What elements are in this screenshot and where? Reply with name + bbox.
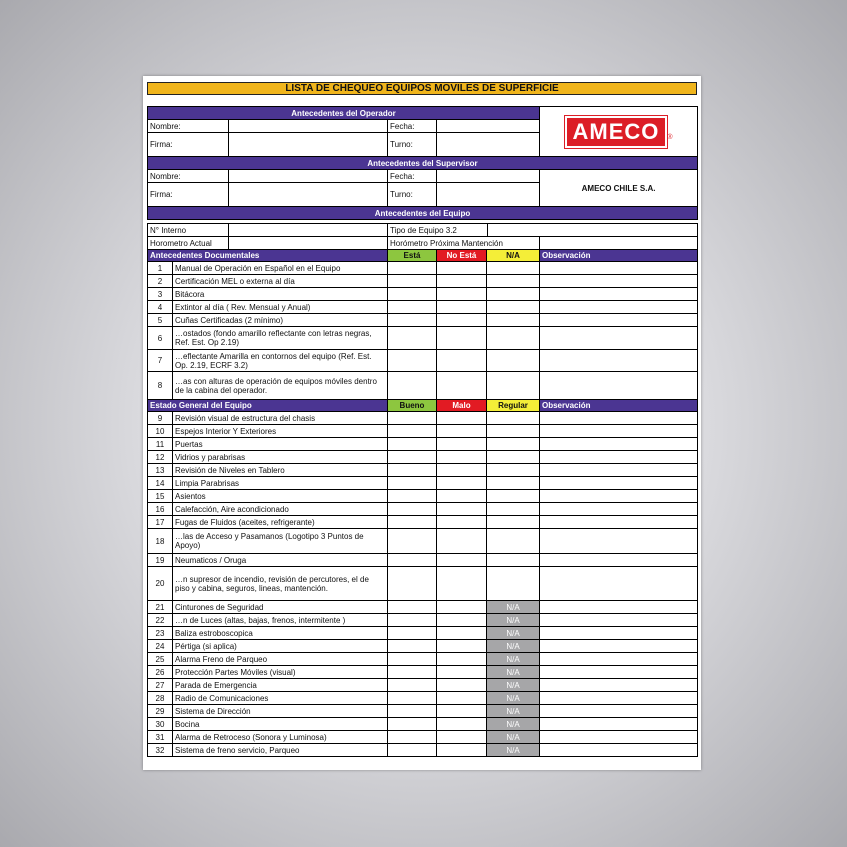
col-regular: Regular — [487, 400, 540, 412]
item-number: 15 — [148, 490, 173, 503]
observation-cell[interactable] — [540, 350, 698, 372]
item-number: 11 — [148, 438, 173, 451]
observation-cell[interactable] — [540, 640, 698, 653]
item-number: 1 — [148, 262, 173, 275]
item-text: Protección Partes Móviles (visual) — [173, 666, 388, 679]
check-cell-2[interactable] — [437, 350, 487, 372]
item-text: Vidrios y parabrisas — [173, 451, 388, 464]
item-number: 9 — [148, 412, 173, 425]
checklist-row — [148, 567, 698, 601]
checklist-row — [148, 490, 698, 503]
na-cell[interactable]: N/A — [487, 731, 540, 744]
na-cell[interactable]: N/A — [487, 614, 540, 627]
checklist-row — [148, 731, 698, 744]
checklist-row — [148, 666, 698, 679]
equipo-horometro-prox-field[interactable] — [540, 237, 698, 250]
check-cell-3[interactable] — [487, 567, 540, 601]
item-text: Alarma de Retroceso (Sonora y Luminosa) — [173, 731, 388, 744]
equipo-header: Antecedentes del Equipo — [148, 207, 698, 220]
supervisor-fecha-label: Fecha: — [388, 170, 437, 183]
check-cell-2[interactable] — [437, 288, 487, 301]
check-cell-1[interactable] — [388, 567, 437, 601]
check-cell-3[interactable] — [487, 350, 540, 372]
col-esta: Está — [388, 250, 437, 262]
check-cell-2[interactable] — [437, 451, 487, 464]
checklist-row — [148, 516, 698, 529]
observation-cell[interactable] — [540, 314, 698, 327]
registered-mark: ® — [667, 133, 673, 141]
check-cell-1[interactable] — [388, 490, 437, 503]
check-cell-3[interactable] — [487, 372, 540, 400]
item-text: Alarma Freno de Parqueo — [173, 653, 388, 666]
item-number: 5 — [148, 314, 173, 327]
item-text: …eflectante Amarilla en contornos del equipo (Ref. Est. Op. 2.19, ECRF 3.2) — [173, 350, 388, 372]
check-cell-2[interactable] — [437, 554, 487, 567]
item-text: Limpia Parabrisas — [173, 477, 388, 490]
check-cell-2[interactable] — [437, 529, 487, 554]
supervisor-header: Antecedentes del Supervisor — [148, 157, 698, 170]
observation-cell[interactable] — [540, 275, 698, 288]
observation-cell[interactable] — [540, 679, 698, 692]
check-cell-1[interactable] — [388, 718, 437, 731]
check-cell-3[interactable] — [487, 275, 540, 288]
check-cell-1[interactable] — [388, 327, 437, 350]
checklist-row — [148, 262, 698, 275]
item-text: Bocina — [173, 718, 388, 731]
checklist-row — [148, 640, 698, 653]
checklist-row — [148, 438, 698, 451]
item-number: 30 — [148, 718, 173, 731]
checklist-row — [148, 477, 698, 490]
page-title: LISTA DE CHEQUEO EQUIPOS MOVILES DE SUPERFICIE — [147, 82, 697, 95]
check-cell-3[interactable] — [487, 477, 540, 490]
checklist-row — [148, 653, 698, 666]
equipo-interno-label: N° Interno — [148, 224, 229, 237]
item-number: 29 — [148, 705, 173, 718]
operador-fecha-field[interactable] — [437, 120, 540, 133]
check-cell-1[interactable] — [388, 731, 437, 744]
check-cell-1[interactable] — [388, 503, 437, 516]
check-cell-2[interactable] — [437, 653, 487, 666]
check-cell-2[interactable] — [437, 464, 487, 477]
item-number: 13 — [148, 464, 173, 477]
check-cell-2[interactable] — [437, 490, 487, 503]
item-text: Puertas — [173, 438, 388, 451]
check-cell-2[interactable] — [437, 744, 487, 757]
check-cell-3[interactable] — [487, 464, 540, 477]
supervisor-nombre-label: Nombre: — [148, 170, 229, 183]
checklist-row — [148, 288, 698, 301]
observation-cell[interactable] — [540, 451, 698, 464]
observation-cell[interactable] — [540, 438, 698, 451]
checklist-row — [148, 744, 698, 757]
observation-cell[interactable] — [540, 614, 698, 627]
checklist-row — [148, 679, 698, 692]
check-cell-1[interactable] — [388, 262, 437, 275]
col-na: N/A — [487, 250, 540, 262]
item-number: 25 — [148, 653, 173, 666]
supervisor-nombre-field[interactable] — [229, 170, 388, 183]
checklist-row — [148, 503, 698, 516]
item-number: 17 — [148, 516, 173, 529]
check-cell-1[interactable] — [388, 477, 437, 490]
observation-cell[interactable] — [540, 425, 698, 438]
item-number: 32 — [148, 744, 173, 757]
check-cell-1[interactable] — [388, 350, 437, 372]
equipo-tipo-label: Tipo de Equipo 3.2 — [388, 224, 488, 237]
estado-header: Estado General del Equipo — [148, 400, 388, 412]
checklist-row — [148, 529, 698, 554]
check-cell-1[interactable] — [388, 744, 437, 757]
check-cell-2[interactable] — [437, 627, 487, 640]
item-number: 24 — [148, 640, 173, 653]
check-cell-2[interactable] — [437, 614, 487, 627]
item-number: 28 — [148, 692, 173, 705]
item-text: Cinturones de Seguridad — [173, 601, 388, 614]
checklist-row — [148, 412, 698, 425]
checklist-row — [148, 275, 698, 288]
item-text: Parada de Emergencia — [173, 679, 388, 692]
check-cell-3[interactable] — [487, 412, 540, 425]
item-text: …n de Luces (altas, bajas, frenos, intermitente ) — [173, 614, 388, 627]
item-number: 6 — [148, 327, 173, 350]
observation-cell[interactable] — [540, 731, 698, 744]
company-name: AMECO CHILE S.A. — [540, 170, 698, 207]
check-cell-1[interactable] — [388, 464, 437, 477]
item-text: Espejos Interior Y Exteriores — [173, 425, 388, 438]
observation-cell[interactable] — [540, 262, 698, 275]
col-malo: Malo — [437, 400, 487, 412]
check-cell-1[interactable] — [388, 640, 437, 653]
operador-turno-label: Turno: — [388, 133, 437, 157]
observation-cell[interactable] — [540, 503, 698, 516]
check-cell-1[interactable] — [388, 666, 437, 679]
operador-fecha-label: Fecha: — [388, 120, 437, 133]
checklist-row — [148, 350, 698, 372]
check-cell-3[interactable] — [487, 554, 540, 567]
item-text: Cuñas Certificadas (2 mínimo) — [173, 314, 388, 327]
item-number: 22 — [148, 614, 173, 627]
item-text: Calefacción, Aire acondicionado — [173, 503, 388, 516]
check-cell-3[interactable] — [487, 438, 540, 451]
item-number: 8 — [148, 372, 173, 400]
documentales-header: Antecedentes Documentales — [148, 250, 388, 262]
operador-nombre-label: Nombre: — [148, 120, 229, 133]
check-cell-3[interactable] — [487, 301, 540, 314]
check-cell-2[interactable] — [437, 412, 487, 425]
check-cell-3[interactable] — [487, 451, 540, 464]
check-cell-3[interactable] — [487, 490, 540, 503]
operador-turno-field[interactable] — [437, 133, 540, 157]
item-number: 27 — [148, 679, 173, 692]
observation-cell[interactable] — [540, 327, 698, 350]
check-cell-1[interactable] — [388, 275, 437, 288]
check-cell-2[interactable] — [437, 503, 487, 516]
equipo-tipo-field[interactable] — [488, 224, 698, 237]
observation-cell[interactable] — [540, 372, 698, 400]
item-number: 19 — [148, 554, 173, 567]
checklist-row — [148, 425, 698, 438]
na-cell[interactable]: N/A — [487, 653, 540, 666]
item-text: …as con alturas de operación de equipos móviles dentro de la cabina del operador. — [173, 372, 388, 400]
observation-cell[interactable] — [540, 554, 698, 567]
observation-cell[interactable] — [540, 627, 698, 640]
check-cell-1[interactable] — [388, 372, 437, 400]
observation-cell[interactable] — [540, 705, 698, 718]
check-cell-2[interactable] — [437, 601, 487, 614]
check-cell-2[interactable] — [437, 262, 487, 275]
equipo-horometro-label: Horometro Actual — [148, 237, 229, 250]
observation-cell[interactable] — [540, 288, 698, 301]
item-number: 14 — [148, 477, 173, 490]
checklist-row — [148, 301, 698, 314]
check-cell-2[interactable] — [437, 567, 487, 601]
observation-cell[interactable] — [540, 516, 698, 529]
check-cell-1[interactable] — [388, 301, 437, 314]
header-table — [147, 106, 698, 220]
item-text: Baliza estroboscopica — [173, 627, 388, 640]
item-number: 7 — [148, 350, 173, 372]
check-cell-2[interactable] — [437, 314, 487, 327]
observation-cell[interactable] — [540, 301, 698, 314]
check-cell-2[interactable] — [437, 692, 487, 705]
na-cell[interactable]: N/A — [487, 679, 540, 692]
equipo-horometro-field[interactable] — [229, 237, 388, 250]
na-cell[interactable]: N/A — [487, 640, 540, 653]
checklist-row — [148, 718, 698, 731]
item-text: …n supresor de incendio, revisión de percutores, el de piso y cabina, seguros, lineas, mantención. — [173, 567, 388, 601]
observation-cell[interactable] — [540, 653, 698, 666]
check-cell-1[interactable] — [388, 705, 437, 718]
checklist-row — [148, 372, 698, 400]
item-number: 18 — [148, 529, 173, 554]
col-no-esta: No Está — [437, 250, 487, 262]
item-text: Neumaticos / Oruga — [173, 554, 388, 567]
check-cell-3[interactable] — [487, 529, 540, 554]
item-text: Sistema de freno servicio, Parqueo — [173, 744, 388, 757]
checklist-sheet — [143, 76, 701, 770]
checklist-row — [148, 327, 698, 350]
na-cell[interactable]: N/A — [487, 692, 540, 705]
check-cell-1[interactable] — [388, 601, 437, 614]
na-cell[interactable]: N/A — [487, 666, 540, 679]
observation-cell[interactable] — [540, 529, 698, 554]
check-cell-1[interactable] — [388, 438, 437, 451]
checklist-row — [148, 464, 698, 477]
operador-firma-label: Firma: — [148, 133, 229, 157]
check-cell-1[interactable] — [388, 516, 437, 529]
equipo-table — [147, 223, 698, 250]
observation-cell[interactable] — [540, 490, 698, 503]
ameco-logo: AMECO — [565, 116, 668, 148]
observation-cell[interactable] — [540, 477, 698, 490]
item-number: 2 — [148, 275, 173, 288]
item-number: 20 — [148, 567, 173, 601]
item-text: Sistema de Dirección — [173, 705, 388, 718]
operador-nombre-field[interactable] — [229, 120, 388, 133]
check-cell-2[interactable] — [437, 372, 487, 400]
item-number: 21 — [148, 601, 173, 614]
na-cell[interactable]: N/A — [487, 601, 540, 614]
supervisor-turno-label: Turno: — [388, 183, 437, 207]
check-cell-2[interactable] — [437, 718, 487, 731]
col-observacion-estado: Observación — [540, 400, 698, 412]
check-cell-2[interactable] — [437, 666, 487, 679]
item-text: Asientos — [173, 490, 388, 503]
check-cell-1[interactable] — [388, 451, 437, 464]
checklist-row — [148, 554, 698, 567]
col-observacion: Observación — [540, 250, 698, 262]
col-bueno: Bueno — [388, 400, 437, 412]
item-number: 3 — [148, 288, 173, 301]
item-text: …las de Acceso y Pasamanos (Logotipo 3 Puntos de Apoyo) — [173, 529, 388, 554]
check-cell-1[interactable] — [388, 412, 437, 425]
check-cell-1[interactable] — [388, 554, 437, 567]
check-cell-1[interactable] — [388, 679, 437, 692]
check-cell-3[interactable] — [487, 262, 540, 275]
observation-cell[interactable] — [540, 718, 698, 731]
item-text: Manual de Operación en Español en el Equipo — [173, 262, 388, 275]
supervisor-turno-field[interactable] — [437, 183, 540, 207]
check-cell-2[interactable] — [437, 705, 487, 718]
check-cell-2[interactable] — [437, 477, 487, 490]
item-number: 16 — [148, 503, 173, 516]
operador-firma-field[interactable] — [229, 133, 388, 157]
check-cell-1[interactable] — [388, 425, 437, 438]
check-cell-3[interactable] — [487, 516, 540, 529]
check-cell-1[interactable] — [388, 288, 437, 301]
item-text: Revisión de Niveles en Tablero — [173, 464, 388, 477]
logo-cell — [540, 107, 698, 157]
check-cell-2[interactable] — [437, 301, 487, 314]
observation-cell[interactable] — [540, 567, 698, 601]
item-number: 10 — [148, 425, 173, 438]
item-text: Bitácora — [173, 288, 388, 301]
check-cell-3[interactable] — [487, 327, 540, 350]
check-cell-2[interactable] — [437, 640, 487, 653]
checklist-row — [148, 314, 698, 327]
supervisor-fecha-field[interactable] — [437, 170, 540, 183]
operador-header: Antecedentes del Operador — [148, 107, 540, 120]
item-number: 31 — [148, 731, 173, 744]
na-cell[interactable]: N/A — [487, 718, 540, 731]
observation-cell[interactable] — [540, 601, 698, 614]
check-cell-1[interactable] — [388, 314, 437, 327]
check-cell-1[interactable] — [388, 692, 437, 705]
check-cell-1[interactable] — [388, 653, 437, 666]
item-text: Fugas de Fluidos (aceites, refrigerante) — [173, 516, 388, 529]
check-cell-3[interactable] — [487, 425, 540, 438]
equipo-horometro-prox-label: Horómetro Próxima Mantención — [388, 237, 540, 250]
supervisor-firma-field[interactable] — [229, 183, 388, 207]
check-cell-2[interactable] — [437, 731, 487, 744]
item-number: 4 — [148, 301, 173, 314]
check-cell-3[interactable] — [487, 288, 540, 301]
check-cell-2[interactable] — [437, 679, 487, 692]
check-cell-2[interactable] — [437, 516, 487, 529]
check-cell-2[interactable] — [437, 425, 487, 438]
check-cell-3[interactable] — [487, 314, 540, 327]
check-cell-1[interactable] — [388, 627, 437, 640]
checklist-row — [148, 627, 698, 640]
item-text: Certificación MEL o externa al día — [173, 275, 388, 288]
checklist-table — [147, 249, 698, 757]
na-cell[interactable]: N/A — [487, 627, 540, 640]
item-text: …ostados (fondo amarillo reflectante con letras negras, Ref. Est. Op 2.19) — [173, 327, 388, 350]
item-text: Extintor al día ( Rev. Mensual y Anual) — [173, 301, 388, 314]
observation-cell[interactable] — [540, 692, 698, 705]
checklist-row — [148, 601, 698, 614]
na-cell[interactable]: N/A — [487, 705, 540, 718]
item-number: 26 — [148, 666, 173, 679]
na-cell[interactable]: N/A — [487, 744, 540, 757]
item-number: 23 — [148, 627, 173, 640]
supervisor-firma-label: Firma: — [148, 183, 229, 207]
checklist-row — [148, 614, 698, 627]
check-cell-3[interactable] — [487, 503, 540, 516]
observation-cell[interactable] — [540, 666, 698, 679]
observation-cell[interactable] — [540, 464, 698, 477]
checklist-row — [148, 451, 698, 464]
observation-cell[interactable] — [540, 412, 698, 425]
item-text: Revisión visual de estructura del chasis — [173, 412, 388, 425]
item-number: 12 — [148, 451, 173, 464]
item-text: Radio de Comunicaciones — [173, 692, 388, 705]
observation-cell[interactable] — [540, 744, 698, 757]
checklist-row — [148, 692, 698, 705]
check-cell-2[interactable] — [437, 327, 487, 350]
equipo-interno-field[interactable] — [229, 224, 388, 237]
item-text: Pértiga (si aplica) — [173, 640, 388, 653]
check-cell-2[interactable] — [437, 275, 487, 288]
check-cell-1[interactable] — [388, 529, 437, 554]
check-cell-2[interactable] — [437, 438, 487, 451]
checklist-row — [148, 705, 698, 718]
check-cell-1[interactable] — [388, 614, 437, 627]
